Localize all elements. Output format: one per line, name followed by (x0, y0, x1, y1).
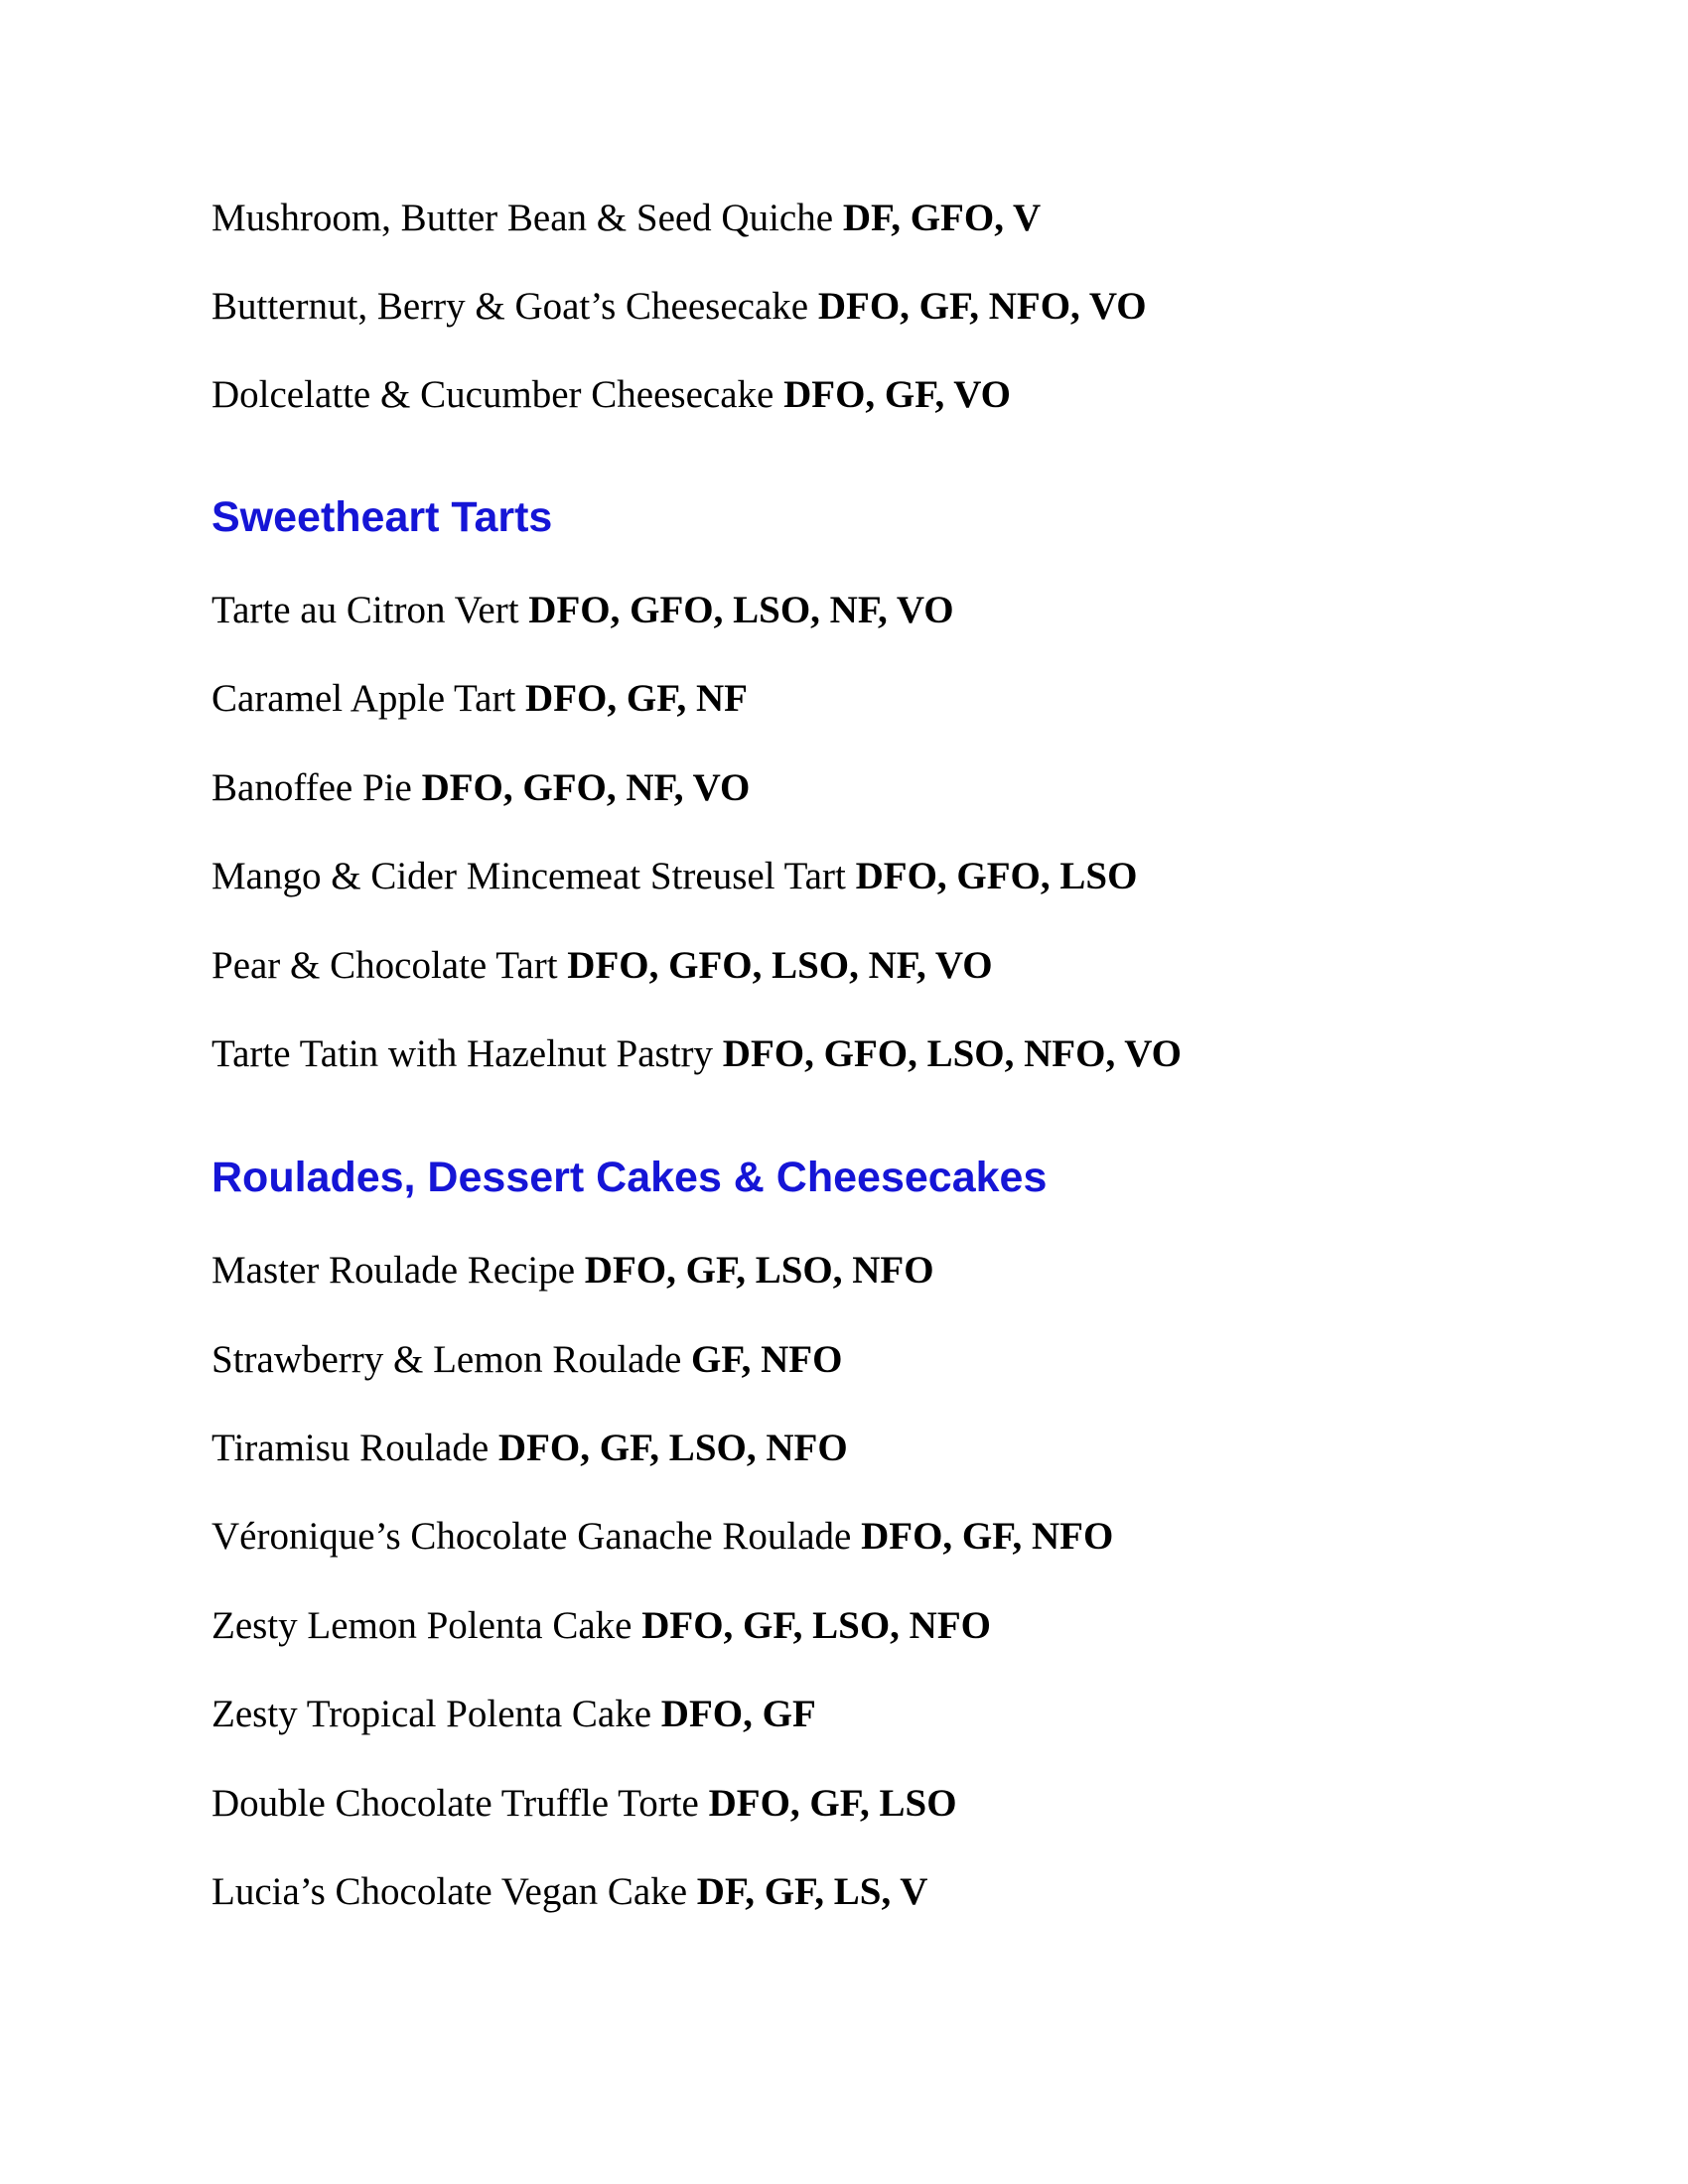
recipe-name: Caramel Apple Tart (211, 677, 516, 720)
diet-codes: DFO, GF, LSO (708, 1782, 957, 1825)
diet-codes: DFO, GF, LSO, NFO (497, 1427, 848, 1469)
recipe-item (211, 375, 1011, 414)
recipe-name: Butternut, Berry & Goat’s Cheesecake (211, 285, 809, 328)
recipe-item (211, 1784, 957, 1823)
recipe-item (211, 591, 954, 629)
diet-codes: DFO, GFO, LSO (855, 855, 1138, 897)
recipe-item (211, 1606, 991, 1645)
recipe-item (211, 287, 1147, 326)
diet-codes: DFO, GF, NF (525, 677, 748, 720)
diet-codes: DFO, GF, VO (783, 373, 1012, 416)
recipe-name: Tarte Tatin with Hazelnut Pastry (211, 1032, 714, 1075)
recipe-name: Pear & Chocolate Tart (211, 944, 558, 987)
recipe-item (211, 1695, 816, 1733)
diet-codes: DFO, GFO, LSO, NF, VO (528, 589, 954, 631)
diet-codes: DFO, GFO, LSO, NFO, VO (722, 1032, 1182, 1075)
recipe-item (211, 1872, 927, 1911)
section-heading: Sweetheart Tarts (211, 493, 553, 541)
section-heading: Roulades, Dessert Cakes & Cheesecakes (211, 1154, 1048, 1201)
diet-codes: DFO, GF (660, 1693, 816, 1735)
recipe-item (211, 1429, 848, 1467)
recipe-item (211, 1340, 842, 1379)
recipe-item (211, 1517, 1113, 1556)
recipe-item (211, 679, 748, 718)
recipe-item (211, 1034, 1182, 1073)
diet-codes: GF, NFO (691, 1338, 843, 1381)
recipe-name: Dolcelatte & Cucumber Cheesecake (211, 373, 774, 416)
recipe-name: Tarte au Citron Vert (211, 589, 519, 631)
recipe-item (211, 199, 1041, 237)
diet-codes: DFO, GF, NFO, VO (817, 285, 1147, 328)
recipe-name: Lucia’s Chocolate Vegan Cake (211, 1870, 688, 1913)
recipe-name: Strawberry & Lemon Roulade (211, 1338, 682, 1381)
recipe-name: Tiramisu Roulade (211, 1427, 490, 1469)
diet-codes: DFO, GF, LSO, NFO (641, 1604, 991, 1647)
recipe-item (211, 768, 750, 807)
recipe-name: Mango & Cider Mincemeat Streusel Tart (211, 855, 846, 897)
diet-codes: DF, GF, LS, V (696, 1870, 928, 1913)
recipe-name: Mushroom, Butter Bean & Seed Quiche (211, 197, 834, 239)
diet-codes: DFO, GF, LSO, NFO (584, 1249, 934, 1292)
diet-codes: DF, GFO, V (842, 197, 1042, 239)
diet-codes: DFO, GFO, LSO, NF, VO (567, 944, 993, 987)
recipe-item (211, 857, 1137, 895)
recipe-name: Double Chocolate Truffle Torte (211, 1782, 699, 1825)
recipe-name: Zesty Lemon Polenta Cake (211, 1604, 633, 1647)
recipe-item (211, 946, 993, 985)
diet-codes: DFO, GFO, NF, VO (421, 766, 751, 809)
recipe-name: Master Roulade Recipe (211, 1249, 576, 1292)
recipe-name: Zesty Tropical Polenta Cake (211, 1693, 652, 1735)
diet-codes: DFO, GF, NFO (861, 1515, 1114, 1558)
recipe-name: Véronique’s Chocolate Ganache Roulade (211, 1515, 852, 1558)
recipe-item (211, 1251, 934, 1290)
recipe-name: Banoffee Pie (211, 766, 412, 809)
